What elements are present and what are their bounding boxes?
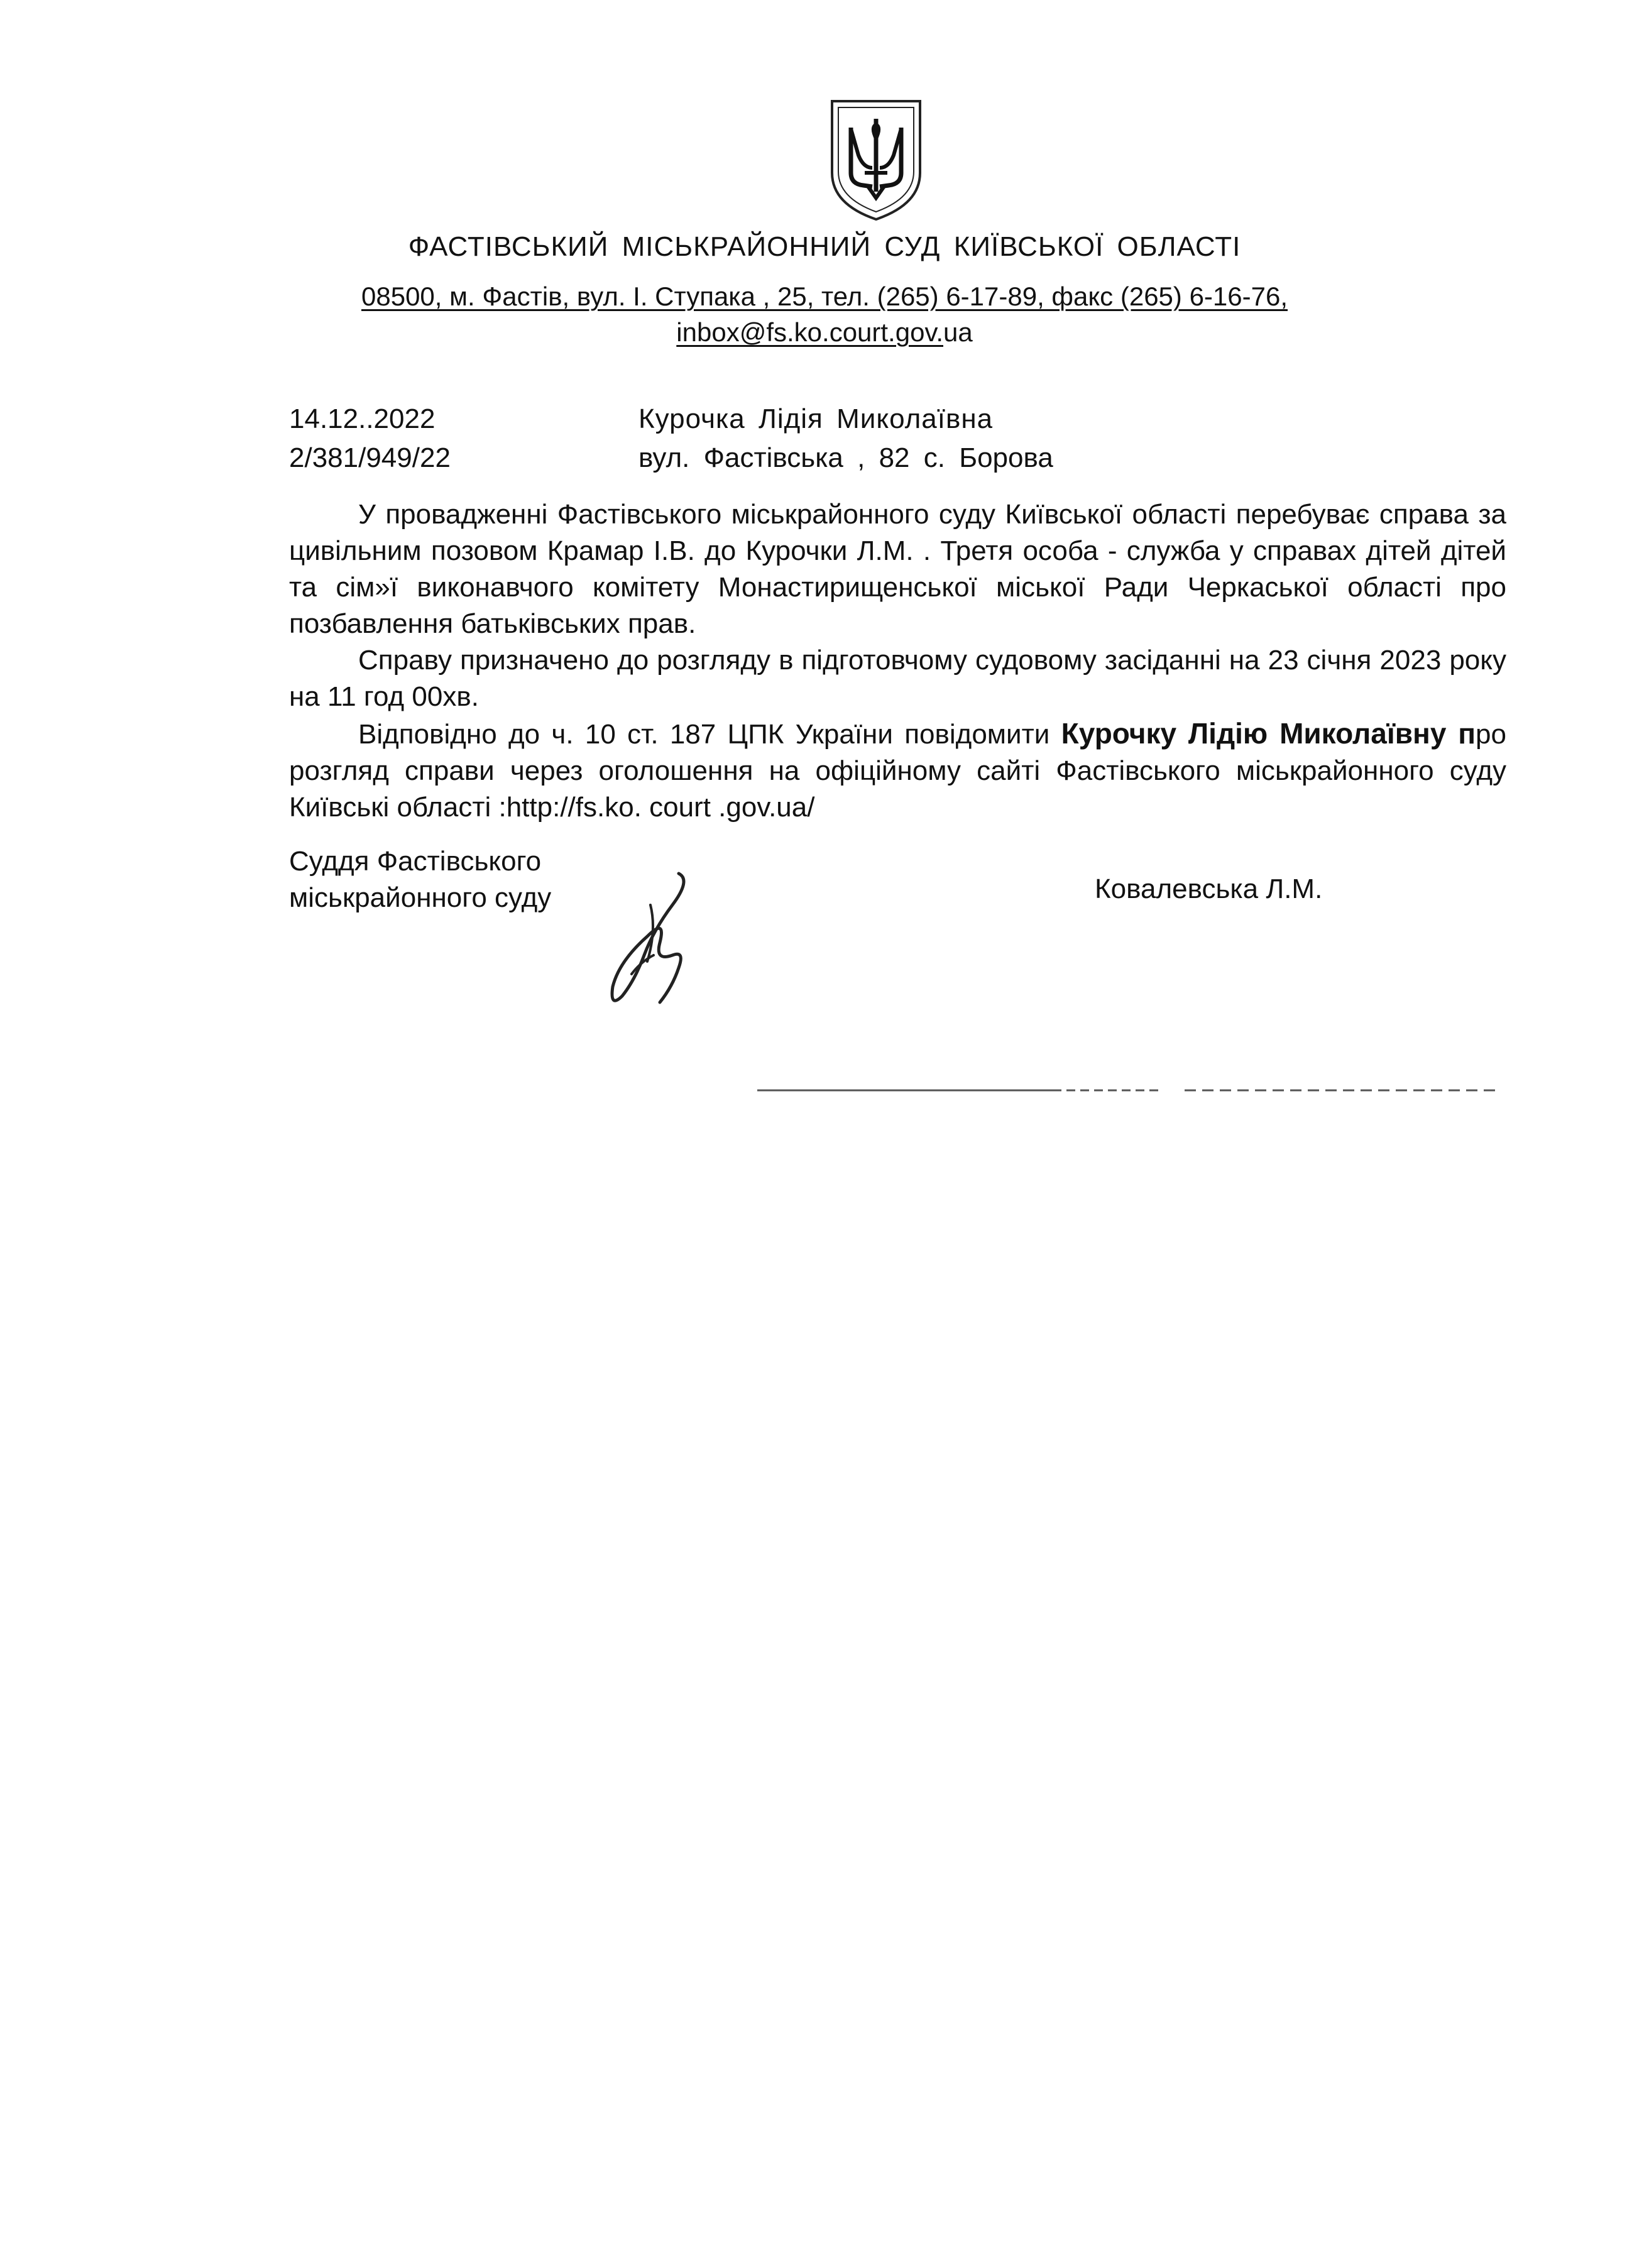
recipient-name: Курочка Лідія Миколаївна xyxy=(638,403,994,434)
body-paragraph-3 xyxy=(289,715,1506,826)
judge-position xyxy=(289,843,551,916)
recipient-address: вул. Фастівська , 82 с. Борова xyxy=(638,442,1053,473)
court-email xyxy=(0,317,1649,348)
court-address xyxy=(0,282,1649,312)
notice-body xyxy=(289,496,1506,826)
body-paragraph-3-start: Відповідно до ч. 10 ст. 187 ЦПК України повідомити xyxy=(358,719,1061,750)
body-paragraph-3-end: ро розгляд справи через оголошення на офіційному сайті Фастівського міськрайонного суду Київські області :http://fs.ko. court .gov.ua/ xyxy=(289,719,1506,823)
judge-name: Ковалевська Л.М. xyxy=(1095,874,1323,904)
summoned-person-name: Курочку Лідію Миколаївну п xyxy=(1061,717,1476,750)
dashed-divider xyxy=(757,1084,1499,1088)
document-meta xyxy=(289,400,451,478)
body-paragraph-2: Справу призначено до розгляду в підготовчому судовому засіданні на 23 січня 2023 року на 11 год 00хв. xyxy=(289,645,1506,712)
court-email-tail: ua xyxy=(943,317,973,347)
judge-position-line-2: міськрайонного суду xyxy=(289,882,552,913)
case-number: 2/381/949/22 xyxy=(289,442,451,473)
judge-position-line-1: Суддя Фастівського xyxy=(289,846,542,877)
document-date: 14.12..2022 xyxy=(289,403,436,434)
court-email-link[interactable]: inbox@fs.ko.court.gov. xyxy=(676,317,943,347)
recipient-block xyxy=(638,400,1053,478)
handwritten-signature xyxy=(584,867,710,1012)
court-title: ФАСТІВСЬКИЙ МІСЬКРАЙОННИЙ СУД КИЇВСЬКОЇ ОБЛАСТІ xyxy=(408,231,1241,262)
body-paragraph-1: У провадженні Фастівського міськрайонного суду Київської області перебуває справа за цивільним позовом Крамар І.В. до Курочки Л.М. . Третя особа - служба у справах дітей дітей та сім»ї виконавчого комітету Монастирищенської міської Ради Черкаської області про позбавлення батьківських прав. xyxy=(289,499,1506,639)
state-emblem-icon xyxy=(828,97,924,223)
court-address-text: 08500, м. Фастів, вул. І. Ступака , 25, тел. (265) 6-17-89, факс (265) 6-16-76, xyxy=(361,282,1288,311)
